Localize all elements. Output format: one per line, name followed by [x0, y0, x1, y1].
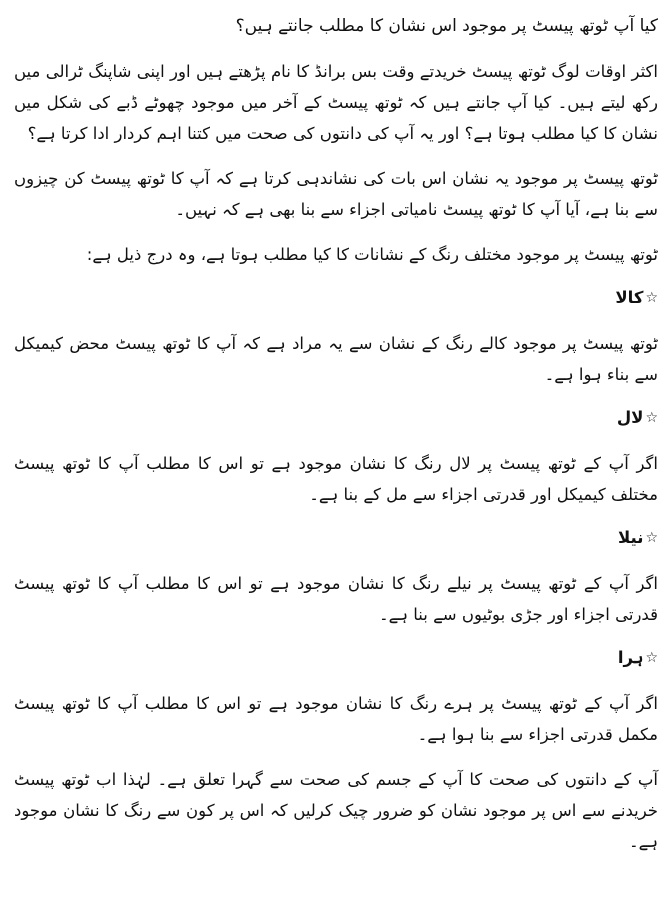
- section-heading-label: لال: [616, 408, 644, 427]
- section-heading-black: [14, 284, 658, 312]
- star-icon: ☆: [645, 290, 658, 306]
- section-text-green: اگر آپ کے ٹوتھ پیسٹ پر ہرے رنگ کا نشان موجود ہے تو اس کا مطلب آپ کا ٹوتھ پیسٹ مکمل قدرتی اجزاء سے بنا ہوا ہے۔: [14, 694, 658, 744]
- symbol-meaning-paragraph: ٹوتھ پیسٹ پر موجود یہ نشان اس بات کی نشاندہی کرتا ہے کہ آپ کا ٹوتھ پیسٹ کن چیزوں سے بنا ہے، آیا آپ کا ٹوتھ پیسٹ نامیاتی اجزاء سے بنا بھی ہے کہ نہیں۔: [14, 169, 658, 219]
- section-text-red: اگر آپ کے ٹوتھ پیسٹ پر لال رنگ کا نشان موجود ہے تو اس کا مطلب آپ کا ٹوتھ پیسٹ مختلف کیمیکل اور قدرتی اجزاء سے مل کے بنا ہے۔: [14, 454, 658, 504]
- section-heading-label: کالا: [615, 288, 644, 307]
- star-icon: ☆: [645, 650, 658, 666]
- colors-intro-paragraph: ٹوتھ پیسٹ پر موجود مختلف رنگ کے نشانات کا کیا مطلب ہوتا ہے، وہ درج ذیل ہے:: [86, 245, 658, 264]
- section-heading-red: [14, 404, 658, 432]
- section-heading-label: ہرا: [617, 648, 644, 667]
- section-heading-label: نیلا: [617, 528, 644, 547]
- star-icon: ☆: [645, 410, 658, 426]
- intro-paragraph: اکثر اوقات لوگ ٹوتھ پیسٹ خریدتے وقت بس برانڈ کا نام پڑھتے ہیں اور اپنی شاپنگ ٹرالی میں رکھ لیتے ہیں۔ کیا آپ جانتے ہیں کہ ٹوتھ پیسٹ کے آخر میں موجود چھوٹے ڈبے کی شکل میں نشان کا کیا مطلب ہوتا ہے؟ اور یہ آپ کی دانتوں کی صحت میں کتنا اہم کردار ادا کرتا ہے؟: [14, 62, 658, 143]
- section-text-blue: اگر آپ کے ٹوتھ پیسٹ پر نیلے رنگ کا نشان موجود ہے تو اس کا مطلب آپ کا ٹوتھ پیسٹ قدرتی اجزاء اور جڑی بوٹیوں سے بنا ہے۔: [14, 574, 658, 624]
- section-heading-green: [14, 644, 658, 672]
- star-icon: ☆: [645, 530, 658, 546]
- section-text-black: ٹوتھ پیسٹ پر موجود کالے رنگ کے نشان سے یہ مراد ہے کہ آپ کا ٹوتھ پیسٹ محض کیمیکل سے بناء ہوا ہے۔: [14, 334, 658, 384]
- article-title: کیا آپ ٹوتھ پیسٹ پر موجود اس نشان کا مطلب جانتے ہیں؟: [235, 16, 658, 36]
- conclusion-paragraph: آپ کے دانتوں کی صحت کا آپ کے جسم کی صحت سے گہرا تعلق ہے۔ لہٰذا اب ٹوتھ پیسٹ خریدنے سے اس پر موجود نشان کو ضرور چیک کرلیں کہ اس پر کون سے رنگ کا نشان موجود ہے۔: [14, 770, 658, 851]
- section-heading-blue: [14, 524, 658, 552]
